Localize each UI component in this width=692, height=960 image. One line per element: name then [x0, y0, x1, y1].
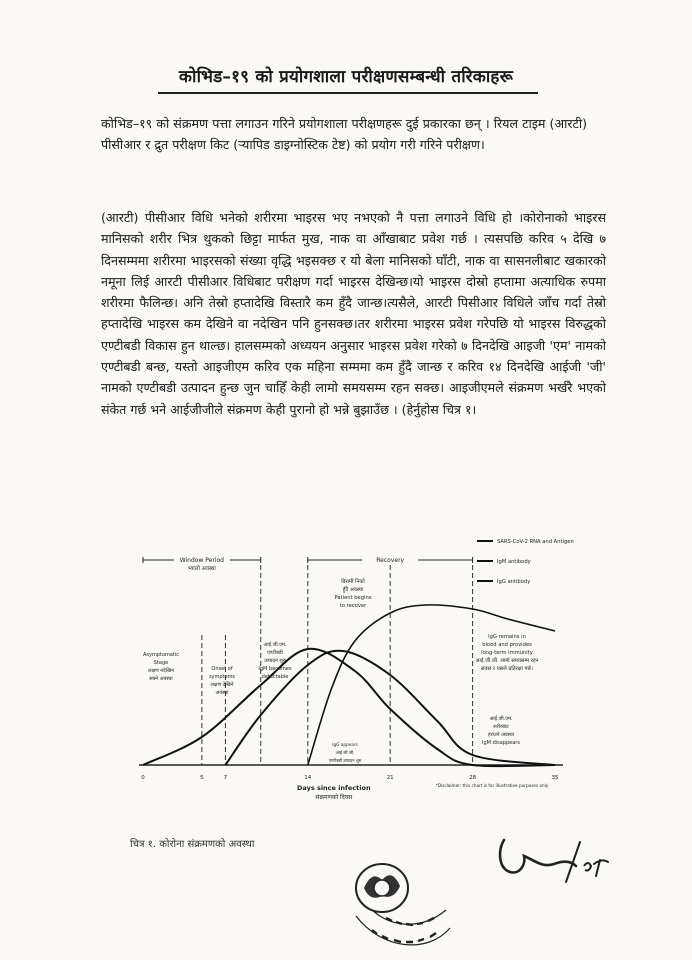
- annotation-igm_disappears: आई.जी.एम.: [489, 716, 513, 722]
- annotation-igm_disappears: IgM disappears: [482, 740, 520, 746]
- figure-caption: चित्र १. कोरोना संक्रमणको अवस्था: [130, 839, 255, 850]
- annotation-onset: Onset of: [211, 666, 233, 672]
- annotation-igg_remains: IgG remains in: [488, 634, 526, 640]
- annotation-igm_disappears: हराउने अवस्था: [487, 732, 515, 738]
- annotation-igm_begins: IgM becomes: [258, 666, 292, 672]
- annotation-igm_begins: आई.जी.एम.: [263, 642, 287, 648]
- pcr-method-paragraph: (आरटी) पीसीआर विधि भनेको शरीरमा भाइरस भए नभएको नै पत्ता लगाउने विधि हो ।कोरोनाको भाइरस मानिसको शरीर भित्र थुकको छिट्टा मार्फत मुख, नाक वा आँखाबाट प्रवेश गर्छ । त्यसपछि करिव ५ देखि ७ दिनसम्ममा शरीरमा भाइरसको संख्या वृद्धि भइसक्छ र यो बेला मानिसको घाँटी, नाक वा सासनलीबाट खकारको नमूना लिई आरटी पीसीआर विधिबाट परीक्षण गर्दा भाइरस देखिन्छ।यो भाइरस दोस्रो हप्तामा अत्याधिक रुपमा शरीरमा फैलिन्छ। अनि तेस्रो हप्तादेखि विस्तारै कम हुँदै जान्छ।त्यसैले, आरटी पिसीआर विधिले जाँच गर्दा तेस्रो हप्तादेखि भाइरस कम देखिने वा नदेखिन पनि हुनसक्छ।तर शरीरमा भाइरस प्रवेश गरेपछि यो भाइरस विरुद्धको एण्टीबडी विकास हुन थाल्छ। हालसम्मको अध्ययन अनुसार भाइरस प्रवेश गरेको ७ दिनदेखि आइजी 'एम' नामको एण्टीबडी बन्छ, यस्तो आइजीएम करिव एक महिना सम्ममा कम हुँदै जान्छ र करिव १४ दिनदेखि आईजी 'जी' नामको एण्टीबडी उत्पादन हुन्छ जुन चाहिँ केही लामो समयसम्म रहन सक्छ। आइजीएमले संक्रमण भर्खरै भएको संकेत गर्छ भने आईजीजीले संक्रमण केही पुरानो हो भन्ने बुझाउँछ । (हेर्नुहोस चित्र १।: [101, 210, 606, 417]
- chart-disclaimer: *Disclaimer: this chart is for illustrative purposes only: [435, 783, 549, 788]
- annotation-patient_recover: हुँदै अवस्था: [342, 587, 364, 593]
- annotation-igg_remains: आई.जी.जी. लामो समयसम्म रहन: [475, 658, 539, 664]
- x-tick-label: 0: [141, 775, 145, 781]
- annotation-igg_remains: blood and provides: [482, 642, 532, 648]
- legend-label: SARS-CoV-2 RNA and Antigen: [497, 539, 574, 545]
- annotation-onset: symptoms: [208, 674, 236, 680]
- annotation-patient_recover: Patient begins: [334, 595, 372, 601]
- period-label-nepali: भ्यालो अवस्था: [187, 566, 216, 572]
- x-tick-label: 35: [551, 775, 559, 781]
- annotation-igg_appears: IgG appears: [332, 742, 358, 747]
- x-tick-label: 28: [469, 775, 477, 781]
- ministry-seal: [342, 858, 452, 956]
- x-axis-label-nepali: संक्रमणको दिवस: [315, 794, 353, 801]
- annotation-igm_disappears: शरीरबाट: [493, 724, 509, 730]
- handwritten-signature: [490, 820, 620, 888]
- annotation-igg_appears: आई.जी.जी.: [335, 750, 355, 755]
- x-axis-label: Days since infection: [297, 784, 371, 792]
- annotation-asymptomatic: Asymptomatic: [142, 652, 180, 658]
- annotation-asymptomatic: Stage: [153, 660, 169, 666]
- document-title: कोभिड–१९ को प्रयोगशाला परीक्षणसम्बन्धी तरिकाहरू: [178, 67, 514, 87]
- annotation-onset: लक्षण देखिने: [210, 682, 234, 688]
- annotation-igg_remains: long-term immunity: [481, 650, 533, 656]
- annotation-patient_recover: to recover: [339, 603, 367, 609]
- annotation-patient_recover: बिरामी निको: [341, 579, 365, 585]
- x-tick-label: 14: [304, 775, 312, 781]
- legend-label: IgG antibody: [497, 579, 531, 585]
- title-underline: [158, 92, 538, 94]
- annotation-igg_appears: एण्टीबडी उत्पादन शुरु: [328, 758, 362, 763]
- annotation-asymptomatic: सक्ने अवस्था: [149, 676, 173, 682]
- period-label: Recovery: [376, 557, 405, 564]
- x-tick-label: 21: [386, 775, 394, 781]
- period-label: Window Period: [179, 557, 224, 564]
- infection-timeline-chart: [117, 525, 577, 815]
- annotation-igm_begins: detectable: [261, 674, 289, 680]
- intro-paragraph: कोभिड–१९ को संक्रमण पत्ता लगाउन गरिने प्रयोगशाला परीक्षणहरू दुई प्रकारका छन् । रियल टाइम (आरटी) पीसीआर र द्रुत परीक्षण किट (र्‍यापिड डाइग्नोस्टिक टेष्ट) को प्रयोग गरी गरिने परीक्षण।: [101, 116, 587, 153]
- annotation-onset: अवस्था: [215, 690, 229, 696]
- annotation-igm_begins: एण्टीबडी: [267, 650, 283, 656]
- x-tick-label: 5: [200, 775, 204, 781]
- x-tick-label: 7: [223, 775, 228, 781]
- annotation-igg_remains: सक्छ र यसले प्रतिरक्षा गर्छ।: [480, 666, 534, 672]
- legend-label: IgM antibody: [497, 559, 531, 565]
- annotation-asymptomatic: लक्षण नदेखिन: [148, 668, 174, 674]
- annotation-igm_begins: उत्पादन शुरु: [264, 658, 286, 664]
